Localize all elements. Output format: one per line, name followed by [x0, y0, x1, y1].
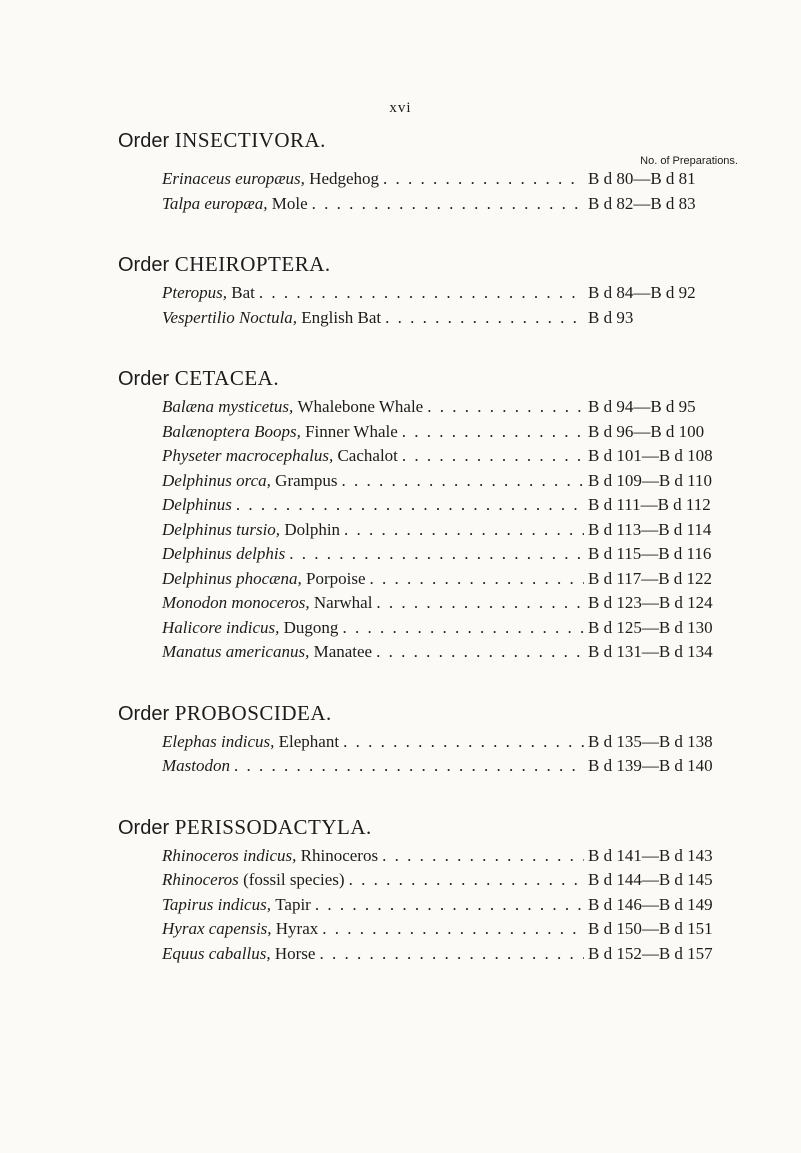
preparation-range: B d 141—B d 143: [588, 845, 713, 865]
preparation-range: B d 84—B d 92: [588, 283, 696, 302]
species-name: Delphinus delphis: [162, 544, 286, 563]
list-item: [118, 732, 738, 757]
list-item: [118, 422, 738, 447]
common-name: Porpoise: [306, 568, 366, 588]
species-name: Equus caballus,: [162, 943, 271, 963]
dot-leader: [312, 194, 584, 214]
preparation-range: B d 144—B d 145: [588, 870, 713, 889]
dot-leader: [376, 593, 584, 613]
common-name: Tapir: [275, 894, 311, 914]
order-name: CETACEA.: [174, 366, 280, 390]
species-name: Rhinoceros: [162, 870, 239, 889]
order-insectivora: [118, 128, 738, 218]
common-name: Bat: [231, 283, 255, 302]
common-name: Whalebone Whale: [297, 397, 424, 416]
list-item: [118, 756, 738, 781]
species-name: Balænoptera Boops,: [162, 421, 301, 441]
species-name: Talpa europæa,: [162, 193, 268, 213]
preparation-range: B d 111—B d 112: [588, 495, 711, 514]
list-item: [118, 308, 738, 333]
preparation-range: B d 109—B d 110: [588, 470, 713, 490]
species-name: Pteropus,: [162, 283, 228, 302]
species-name: Delphinus phocæna,: [162, 568, 302, 588]
list-item: [118, 895, 738, 920]
dot-leader: [349, 870, 584, 890]
species-name: Rhinoceros indicus,: [162, 845, 297, 865]
page-number: xvi: [389, 100, 412, 116]
order-rank: Order: [118, 130, 170, 152]
species-name: Tapirus indicus,: [162, 894, 271, 914]
dot-leader: [319, 944, 584, 964]
species-name: Delphinus tursio,: [162, 519, 281, 539]
order-perissodactyla: [118, 815, 738, 969]
preparation-range: B d 101—B d 108: [588, 446, 713, 465]
common-name: Grampus: [275, 470, 338, 490]
order-heading: [118, 366, 738, 391]
order-rank: Order: [118, 254, 170, 276]
dot-leader: [376, 642, 584, 662]
preparation-range: B d 94—B d 95: [588, 397, 696, 416]
order-rank: Order: [118, 816, 170, 839]
order-name: PROBOSCIDEA.: [174, 700, 332, 725]
common-name: English Bat: [301, 307, 382, 327]
list-item: [118, 544, 738, 569]
species-name: Erinaceus europæus,: [162, 169, 305, 188]
common-name: Finner Whale: [305, 421, 398, 441]
order-name: PERISSODACTYLA.: [174, 814, 372, 839]
species-name: Delphinus orca,: [162, 470, 271, 490]
list-item: [118, 169, 738, 194]
catalogue-content: [118, 128, 738, 1002]
common-name: Horse: [274, 943, 316, 963]
common-name: (fossil species): [243, 870, 345, 889]
preparation-range: B d 113—B d 114: [588, 519, 712, 539]
common-name: Dolphin: [284, 519, 341, 539]
species-name: Halicore indicus,: [162, 617, 280, 637]
common-name: Hyrax: [275, 919, 319, 938]
list-item: [118, 944, 738, 969]
dot-leader: [344, 520, 584, 540]
dot-leader: [322, 919, 584, 939]
list-item: [118, 569, 738, 594]
preparation-range: B d 93: [588, 307, 634, 327]
dot-leader: [427, 397, 584, 417]
species-name: Vespertilio Noctula,: [162, 307, 298, 327]
order-heading: [118, 128, 738, 153]
list-item: [118, 642, 738, 667]
list-item: [118, 870, 738, 895]
list-item: [118, 593, 738, 618]
preparation-range: B d 82—B d 83: [588, 193, 696, 213]
list-item: [118, 520, 738, 545]
order-rank: Order: [118, 368, 170, 390]
list-item: [118, 471, 738, 496]
dot-leader: [370, 569, 584, 589]
common-name: Mole: [271, 193, 308, 213]
dot-leader: [383, 169, 584, 189]
common-name: Hedgehog: [309, 169, 380, 188]
list-item: [118, 446, 738, 471]
species-name: Mastodon: [162, 756, 230, 775]
preparation-range: B d 80—B d 81: [588, 169, 696, 188]
list-item: [118, 495, 738, 520]
dot-leader: [385, 308, 584, 328]
species-name: Hyrax capensis,: [162, 919, 272, 938]
list-item: [118, 846, 738, 871]
species-name: Delphinus: [162, 495, 232, 514]
dot-leader: [382, 846, 584, 866]
dot-leader: [342, 618, 584, 638]
species-name: Elephas indicus,: [162, 731, 275, 751]
order-rank: Order: [118, 702, 170, 725]
preparation-range: B d 115—B d 116: [588, 544, 712, 563]
dot-leader: [402, 446, 584, 466]
preparation-range: B d 146—B d 149: [588, 894, 713, 914]
order-name: CHEIROPTERA.: [174, 252, 331, 276]
dot-leader: [234, 756, 584, 776]
list-item: [118, 194, 738, 219]
list-item: [118, 618, 738, 643]
preparation-range: B d 123—B d 124: [588, 593, 713, 612]
common-name: Narwhal: [313, 593, 373, 612]
preparation-range: B d 135—B d 138: [588, 731, 713, 751]
common-name: Elephant: [278, 731, 340, 751]
order-heading: [118, 701, 738, 726]
preparation-range: B d 96—B d 100: [588, 421, 705, 441]
species-name: Manatus americanus,: [162, 642, 310, 661]
species-name: Balæna mysticetus,: [162, 397, 294, 416]
preparation-range: B d 117—B d 122: [588, 568, 713, 588]
dot-leader: [343, 732, 584, 752]
order-proboscidea: [118, 701, 738, 781]
dot-leader: [342, 471, 585, 491]
list-item: [118, 283, 738, 308]
order-heading: [118, 815, 738, 840]
dot-leader: [315, 895, 584, 915]
list-item: [118, 397, 738, 422]
common-name: Manatee: [313, 642, 373, 661]
order-name: INSECTIVORA.: [174, 128, 326, 152]
species-name: Physeter macrocephalus,: [162, 446, 334, 465]
common-name: Rhinoceros: [300, 845, 379, 865]
dot-leader: [402, 422, 584, 442]
order-cheiroptera: [118, 252, 738, 332]
dot-leader: [289, 544, 584, 564]
column-header-preparations: No. of Preparations.: [640, 155, 738, 167]
common-name: Cachalot: [337, 446, 398, 465]
preparation-range: B d 139—B d 140: [588, 756, 713, 775]
common-name: Dugong: [283, 617, 339, 637]
preparation-range: B d 150—B d 151: [588, 919, 713, 938]
list-item: [118, 919, 738, 944]
preparation-range: B d 152—B d 157: [588, 943, 713, 963]
dot-leader: [236, 495, 584, 515]
preparation-range: B d 125—B d 130: [588, 617, 713, 637]
dot-leader: [259, 283, 584, 303]
species-name: Monodon monoceros,: [162, 593, 310, 612]
preparation-range: B d 131—B d 134: [588, 642, 713, 661]
order-cetacea: [118, 366, 738, 667]
order-heading: [118, 252, 738, 277]
